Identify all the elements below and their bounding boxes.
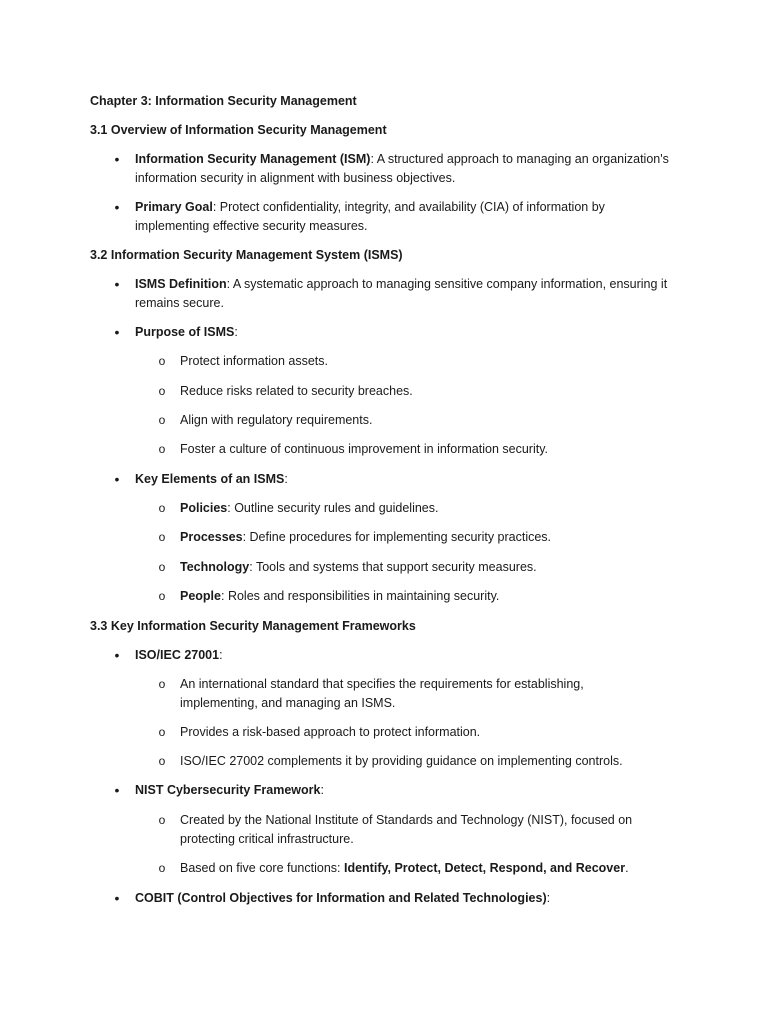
period: . <box>625 861 629 875</box>
list-item-isms-definition <box>135 275 667 294</box>
sub-bullet-marker: o <box>158 725 166 739</box>
isms-definition-text-cont: remains secure. <box>135 296 224 310</box>
term-processes: Processes <box>180 530 243 544</box>
ism-definition: : A structured approach to managing an organization's <box>370 152 669 166</box>
list-item-cobit <box>135 889 550 908</box>
sub-bullet-marker: o <box>158 677 166 691</box>
sub-bullet-marker: o <box>158 384 166 398</box>
list-item-key-elements <box>135 470 288 489</box>
term-cobit: COBIT (Control Objectives for Information and Related Technologies) <box>135 891 547 905</box>
list-item-iso <box>135 646 223 665</box>
term-policies: Policies <box>180 501 228 515</box>
technology-text: : Tools and systems that support security measures. <box>249 560 537 574</box>
primary-goal-text: : Protect confidentiality, integrity, and availability (CIA) of information by <box>212 200 605 214</box>
sub-list-item-cont: protecting critical infrastructure. <box>180 832 354 846</box>
policies-text: : Outline security rules and guidelines. <box>227 501 439 515</box>
term-people: People <box>180 589 221 603</box>
colon: : <box>284 472 288 486</box>
sub-bullet-marker: o <box>158 754 166 768</box>
term-iso-27001: ISO/IEC 27001 <box>135 648 220 662</box>
term-purpose: Purpose of ISMS <box>135 325 235 339</box>
term-key-elements: Key Elements of an ISMS <box>135 472 285 486</box>
sub-list-item-cont: implementing, and managing an ISMS. <box>180 696 396 710</box>
chapter-title: Chapter 3: Information Security Management <box>90 94 357 108</box>
bullet-marker: • <box>114 647 120 663</box>
colon: : <box>219 648 223 662</box>
sub-list-item: Align with regulatory requirements. <box>180 413 373 427</box>
colon: : <box>320 783 324 797</box>
people-text: : Roles and responsibilities in maintaining security. <box>221 589 500 603</box>
sub-list-item: Created by the National Institute of Standards and Technology (NIST), focused on <box>180 813 633 827</box>
list-item-primary-goal <box>135 198 605 217</box>
list-item-nist <box>135 781 324 800</box>
sub-list-item <box>180 558 537 577</box>
sub-bullet-marker: o <box>158 413 166 427</box>
sub-bullet-marker: o <box>158 501 166 515</box>
sub-bullet-marker: o <box>158 530 166 544</box>
term-technology: Technology <box>180 560 250 574</box>
ism-definition-cont: information security in alignment with business objectives. <box>135 171 456 185</box>
core-functions: Identify, Protect, Detect, Respond, and Recover <box>343 861 626 875</box>
isms-definition-text: : A systematic approach to managing sensitive company information, ensuring it <box>226 277 668 291</box>
bullet-marker: • <box>114 199 120 215</box>
list-item-ism <box>135 150 669 169</box>
term-ism: Information Security Management (ISM) <box>135 152 371 166</box>
sub-bullet-marker: o <box>158 560 166 574</box>
sub-bullet-marker: o <box>158 354 166 368</box>
bullet-marker: • <box>114 276 120 292</box>
term-isms-definition: ISMS Definition <box>135 277 227 291</box>
term-nist: NIST Cybersecurity Framework <box>135 783 321 797</box>
bullet-marker: • <box>114 471 120 487</box>
primary-goal-text-cont: implementing effective security measures. <box>135 219 368 233</box>
colon: : <box>546 891 551 905</box>
list-item-purpose <box>135 323 238 342</box>
section-heading-3-1: 3.1 Overview of Information Security Management <box>90 123 387 137</box>
colon: : <box>234 325 238 339</box>
sub-list-item: Reduce risks related to security breaches. <box>180 384 413 398</box>
bullet-marker: • <box>114 890 120 906</box>
sub-list-item <box>180 499 438 518</box>
sub-list-item: Protect information assets. <box>180 354 328 368</box>
sub-list-item <box>180 587 499 606</box>
sub-list-item <box>180 528 551 547</box>
sub-list-item: Provides a risk-based approach to protect information. <box>180 725 481 739</box>
bullet-marker: • <box>114 782 120 798</box>
bullet-marker: • <box>114 151 120 167</box>
bullet-marker: • <box>114 324 120 340</box>
processes-text: : Define procedures for implementing security practices. <box>242 530 552 544</box>
section-heading-3-2: 3.2 Information Security Management System (ISMS) <box>90 248 403 262</box>
sub-list-item: ISO/IEC 27002 complements it by providing guidance on implementing controls. <box>180 754 623 768</box>
sub-bullet-marker: o <box>158 442 166 456</box>
sub-bullet-marker: o <box>158 861 166 875</box>
sub-list-item <box>180 859 629 878</box>
core-functions-label: Based on five core functions: <box>180 861 344 875</box>
section-heading-3-3: 3.3 Key Information Security Management Frameworks <box>90 619 416 633</box>
sub-bullet-marker: o <box>158 589 166 603</box>
term-primary-goal: Primary Goal <box>135 200 213 214</box>
sub-bullet-marker: o <box>158 813 166 827</box>
sub-list-item: An international standard that specifies the requirements for establishing, <box>180 677 584 691</box>
sub-list-item: Foster a culture of continuous improvement in information security. <box>180 442 548 456</box>
